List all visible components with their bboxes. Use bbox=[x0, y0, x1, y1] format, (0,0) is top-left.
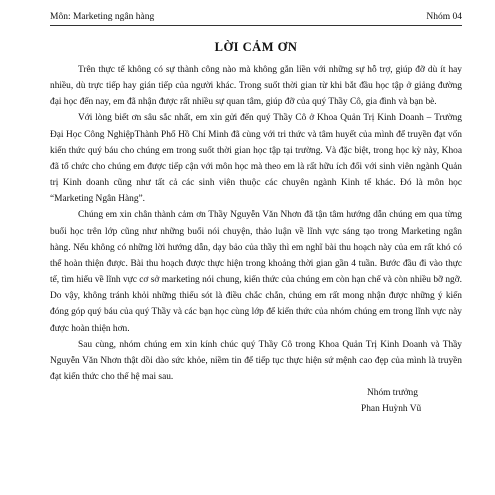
page-title: LỜI CẢM ƠN bbox=[214, 40, 298, 54]
paragraph-teacher-thanks: Chúng em xin chân thành cảm ơn Thầy Nguyễn Văn Nhơn đã tận tâm hướng dẫn chúng em qua từng buổi học trên lớp cũng như những buổi nói chuyện, thảo luận về lĩnh vực sáng tạo trong Marketing ngân hàng. Nếu không có những lời hướng dẫn, dạy bảo của thầy thì em nghĩ bài thu hoạch này của em rất khó có thể hoàn thiện được. Bài thu hoạch được thực hiện trong khoảng thời gian gần 4 tuần. Bước đầu đi vào thực tế, tìm hiểu về lĩnh vực cơ sở marketing nói chung, kiến thức của chúng em còn hạn chế và còn nhiều bỡ ngỡ. Do vậy, không tránh khỏi những thiếu sót là điều chắc chắn, chúng em rất mong nhận được những ý kiến đóng góp quý báu của quý Thầy và các bạn học cùng lớp để kiến thức của nhóm chúng em trong lĩnh vực này được hoàn thiện hơn. bbox=[50, 210, 462, 334]
paragraph-intro: Trên thực tế không có sự thành công nào mà không gắn liền với những sự hỗ trợ, giúp đỡ dù ít hay nhiều, dù trực tiếp hay gián tiếp của người khác. Trong suốt thời gian từ khi bắt đầu học tập ở giảng đường đại học đến nay, em đã nhận được rất nhiều sự quan tâm, giúp đỡ của quý Thầy Cô, gia đình và bạn bè. bbox=[50, 65, 462, 108]
paragraph-faculty-thanks: Với lòng biết ơn sâu sắc nhất, em xin gửi đến quý Thầy Cô ở Khoa Quản Trị Kinh Doanh – Trường Đại Học Công NghiệpThành Phố Hồ Chí Minh đã cùng với tri thức và tâm huyết của mình để truyền đạt vốn kiến thức quý báu cho chúng em trong suốt thời gian học tập tại trường. Và đặc biệt, trong học kỳ này, Khoa đã tổ chức cho chúng em được tiếp cận với môn học mà theo em là rất hữu ích đối với sinh viên ngành Quản trị Kinh doanh cũng như tất cả các sinh viên thuộc các chuyên ngành Kinh tế khác. Đó là môn học “Marketing Ngân Hàng”. bbox=[50, 113, 462, 205]
signature-name: Phan Huỳnh Vũ bbox=[361, 404, 422, 415]
signature-role: Nhóm trưởng bbox=[367, 388, 418, 399]
header-subject: Môn: Marketing ngân hàng bbox=[50, 12, 155, 22]
header-group: Nhóm 04 bbox=[426, 12, 462, 22]
page-header bbox=[50, 3, 462, 26]
paragraph-closing-wishes: Sau cùng, nhóm chúng em xin kính chúc quý Thầy Cô trong Khoa Quản Trị Kinh Doanh và Thầy Nguyễn Văn Nhơn thật dồi dào sức khỏe, niềm tin để tiếp tục thực hiện sứ mệnh cao đẹp của mình là truyền đạt kiến thức cho thế hệ mai sau. bbox=[50, 339, 462, 382]
